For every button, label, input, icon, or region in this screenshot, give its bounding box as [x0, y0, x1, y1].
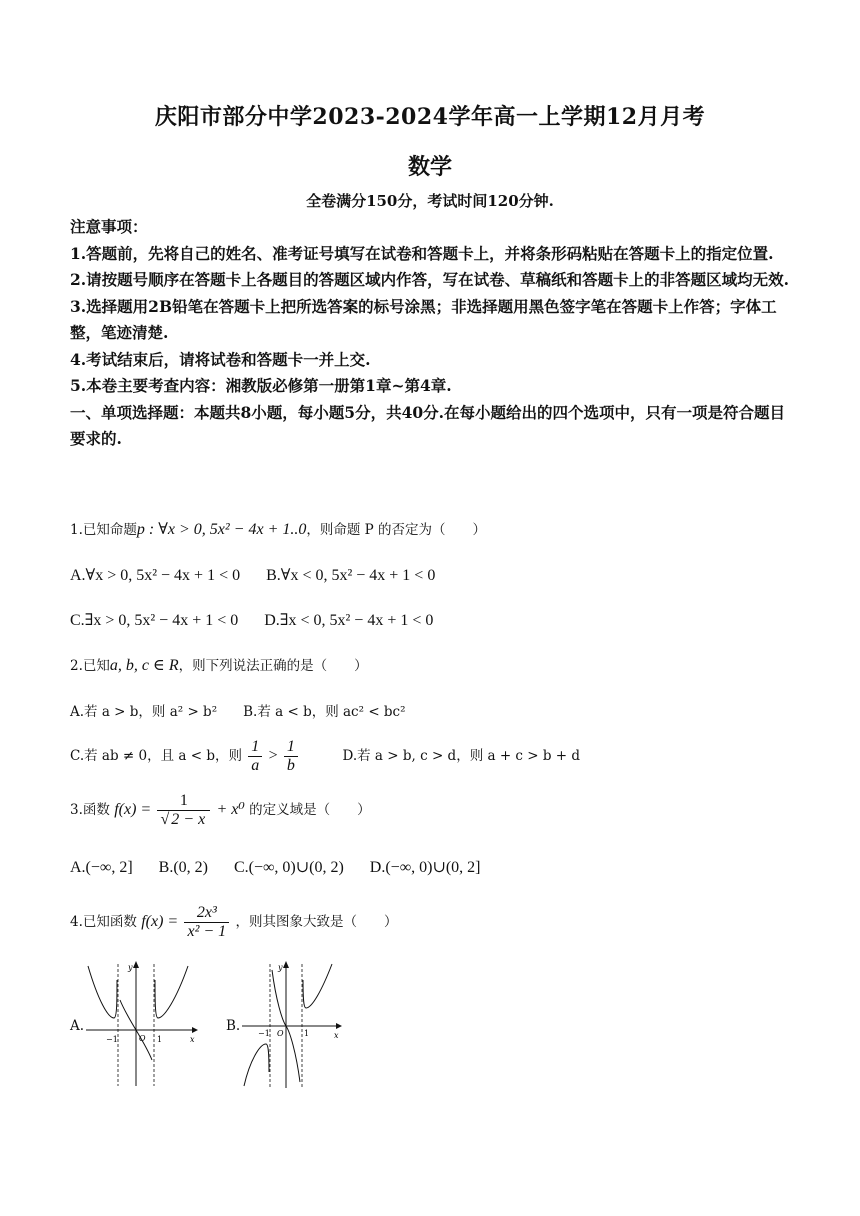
q2-options-row1	[70, 702, 432, 722]
q1-prefix: 1.已知命题	[70, 522, 137, 538]
q2-fraction-1b: $\frac{1}{b}$	[284, 738, 298, 775]
y-label: y	[128, 963, 133, 972]
y-label: y	[278, 963, 283, 972]
note-item: 1.答题前，先将自己的姓名、准考证号填写在试卷和答题卡上，并将条形码粘贴在答题卡上的指定位置.	[70, 243, 774, 263]
q3-option-c: C.(−∞, 0)∪(0, 2)	[233, 859, 344, 876]
tick-minus-one: −1	[258, 1029, 270, 1038]
q1-option-a: A.∀x > 0, 5x² − 4x + 1 < 0	[70, 567, 241, 584]
y-arrow-icon	[133, 961, 139, 968]
q2-option-a: A.若 a > b，则 a² > b²	[70, 704, 218, 720]
notes-heading: 注意事项：	[70, 217, 148, 236]
q2-options-row2	[70, 738, 580, 775]
q4-suffix: ，则其图象大致是（ ）	[235, 914, 398, 930]
q4-graph-a-label: A.	[70, 1018, 85, 1034]
q2-gt-symbol: >	[268, 747, 278, 764]
q3-option-a: A.(−∞, 2]	[70, 859, 133, 876]
q2-suffix: ，则下列说法正确的是（ ）	[178, 658, 368, 674]
q4-graph-b-label: B.	[226, 1018, 241, 1034]
q4-graph-a	[84, 960, 200, 1088]
q3-suffix: 的定义域是（ ）	[249, 802, 371, 818]
x-arrow-icon	[192, 1027, 198, 1033]
q3-prefix: 3.函数	[70, 802, 110, 818]
q4-prefix: 4.已知函数	[70, 914, 137, 930]
exam-subject: 数学	[407, 154, 452, 180]
tick-one: 1	[157, 1035, 163, 1044]
curve-left	[88, 966, 117, 1018]
q1-options-row2	[70, 611, 459, 631]
tick-one: 1	[304, 1029, 310, 1038]
question-4	[70, 904, 397, 941]
q3-tail: + x⁰	[216, 801, 245, 818]
y-arrow-icon	[283, 961, 289, 968]
note-item: 4.考试结束后，请将试卷和答题卡一并上交.	[70, 349, 371, 369]
q2-option-d: D.若 a > b, c > d，则 a + c > b + d	[342, 748, 581, 764]
x-label: x	[190, 1035, 195, 1044]
q2-fraction-1a: $\frac{1}{a}$	[248, 738, 262, 775]
q1-proposition: p : ∀x > 0, 5x² − 4x + 1..0	[136, 521, 307, 538]
question-1	[70, 520, 486, 540]
q2-option-b: B.若 a < b，则 ac² < bc²	[243, 704, 406, 720]
q1-suffix: ，则命题 P 的否定为（ ）	[306, 522, 487, 538]
curve-right	[155, 966, 188, 1018]
exam-info: 全卷满分150分，考试时间120分钟.	[306, 192, 554, 210]
q3-options	[70, 858, 507, 878]
q2-prefix: 2.已知	[70, 658, 110, 674]
section-heading: 一、单项选择题：本题共8小题，每小题5分，共40分.在每小题给出的四个选项中，只有一项是符合题目要求的.	[70, 402, 786, 448]
origin-label: O	[277, 1029, 284, 1038]
q1-options-row1	[70, 566, 461, 586]
curve-right	[303, 964, 332, 1008]
note-item: 3.选择题用2B铅笔在答题卡上把所选答案的标号涂黑；非选择题用黑色签字笔在答题卡上作答；字体工整，笔迹清楚.	[70, 296, 777, 342]
q3-fraction: $\frac{1}{√ 2 - x}$	[157, 792, 210, 829]
exam-title: 庆阳市部分中学2023-2024学年高一上学期12月月考	[154, 104, 706, 130]
x-arrow-icon	[336, 1023, 342, 1029]
x-label: x	[334, 1031, 339, 1040]
q1-option-c: C.∃x > 0, 5x² − 4x + 1 < 0	[70, 612, 239, 629]
q2-expr: a, b, c ∈ R	[109, 657, 179, 674]
q3-option-b: B.(0, 2)	[158, 859, 208, 876]
q4-graph-b	[240, 960, 346, 1090]
notes-section	[70, 214, 792, 453]
q4-fraction: $\frac{\text{2x³}}{\text{x² − 1}}$	[184, 904, 229, 941]
q3-option-d: D.(−∞, 0)∪(0, 2]	[369, 859, 481, 876]
curve-left	[244, 1044, 269, 1086]
q4-fx: f(x) =	[141, 913, 179, 930]
tick-minus-one: −1	[106, 1035, 118, 1044]
q1-option-d: D.∃x < 0, 5x² − 4x + 1 < 0	[264, 612, 434, 629]
q3-fx: f(x) =	[114, 801, 152, 818]
question-2	[70, 656, 368, 676]
origin-label: O	[139, 1034, 146, 1043]
note-item: 5.本卷主要考查内容：湘教版必修第一册第1章~第4章.	[70, 376, 452, 395]
q2-option-c-prefix: C.若 ab ≠ 0，且 a < b，则	[70, 748, 242, 764]
q1-option-b: B.∀x < 0, 5x² − 4x + 1 < 0	[266, 567, 436, 584]
note-item: 2.请按题号顺序在答题卡上各题目的答题区域内作答，写在试卷、草稿纸和答题卡上的非答题区域均无效.	[70, 270, 790, 289]
question-3	[70, 792, 371, 829]
